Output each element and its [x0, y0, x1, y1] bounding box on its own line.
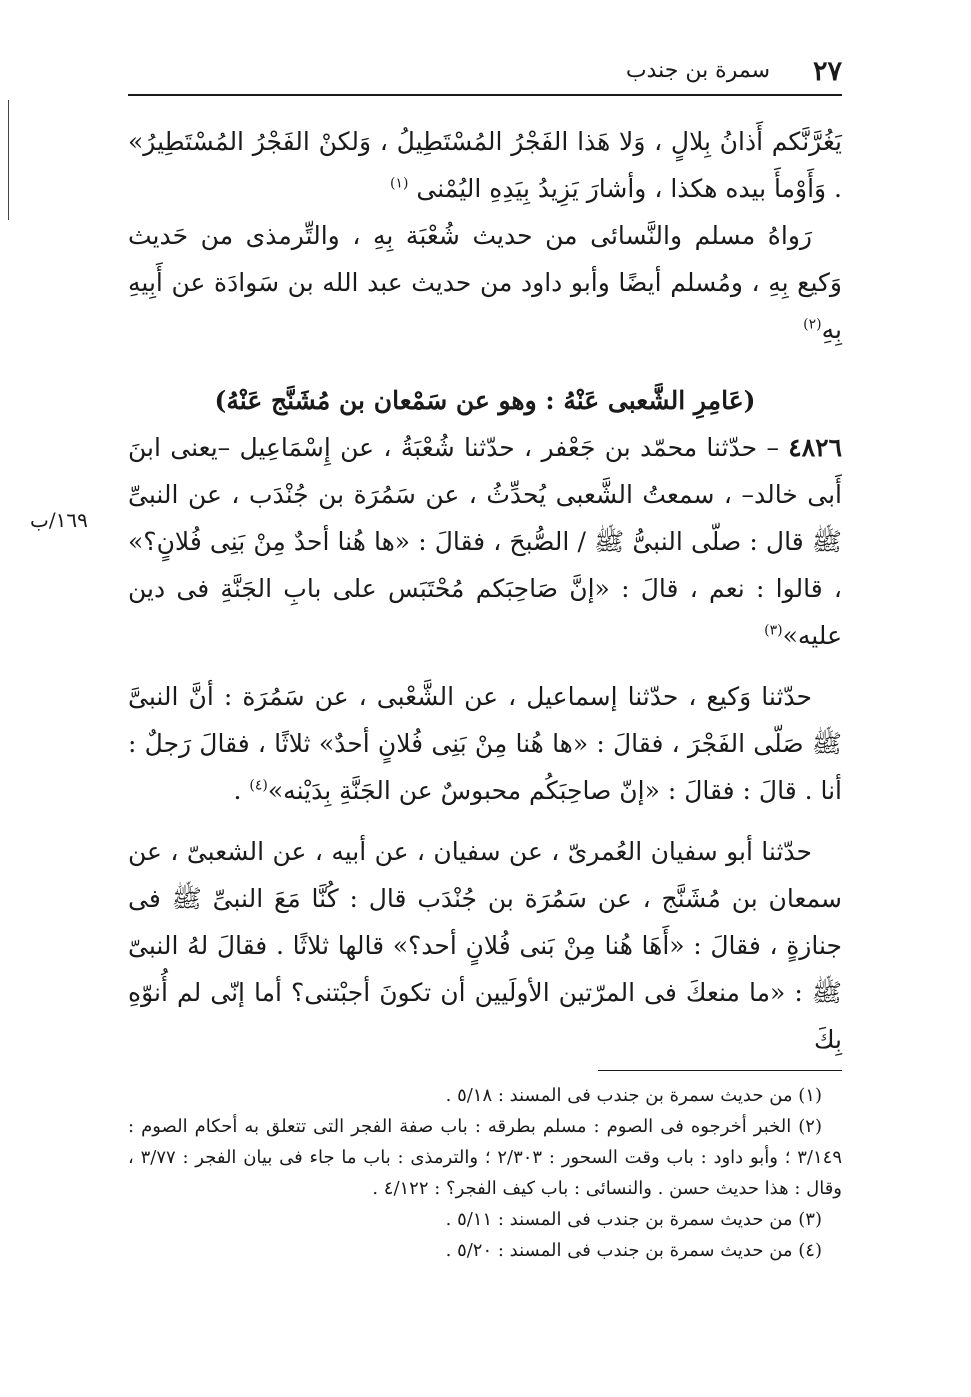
running-title: سمرة بن جندب [625, 58, 770, 83]
footnote-4: (٤) من حديث سمرة بن جندب فى المسند : ٥/٢٠ . [445, 1240, 822, 1261]
footnote-rule [598, 1070, 842, 1071]
hadith-4826-text: – حدّثنا محمّد بن جَعْفر ، حدّثنا شُعْبَةُ ، عن إِسْمَاعِيل –يعنى ابنَ أَبى خالد– ، سمعتُ الشَّعبى يُحدِّثُ ، عن سَمُرَة بن جُنْدَب ، عن النبىِّ ﷺ قال : صلّى النبىُّ ﷺ / الصُّبحَ ، فقالَ : «ها هُنا أحدٌ مِنْ بَنِى فُلانٍ؟» ، قالوا : نعم ، قالَ : «إنَّ صَاحِبَكم مُحْتَبَس على بابِ الجَنَّةِ فى دين عليه» [128, 433, 842, 650]
running-header [128, 52, 842, 92]
left-margin-rule [8, 100, 9, 220]
footnote-1: (١) من حديث سمرة بن جندب فى المسند : ٥/١٨ . [445, 1085, 822, 1106]
page-number: ٢٧ [812, 56, 842, 87]
footnote-ref-4[interactable]: (٤) [249, 777, 268, 794]
paragraph-2 [128, 212, 842, 353]
footnote-ref-3[interactable]: (٣) [764, 622, 783, 639]
footnote-2: (٢) الخبر أخرجوه فى الصوم : مسلم بطرقه : باب صفة الفجر التى تتعلق به أحكام الصوم : ٣/١٤٩ ؛ وأبو داود : باب وقت السحور : ٢/٣٠٣ ؛ والترمذى : باب ما جاء فى بيان الفجر : ٣/٧٧ ، وقال : هذا حديث حسن . والنسائى : باب كيف الفجر؟ : ٤/١٢٢ . [128, 1116, 843, 1199]
paragraph-waki-end: . [233, 776, 250, 805]
footnote-ref-2[interactable]: (٢) [803, 316, 822, 333]
paragraph-waki-text: حدّثنا وَكيع ، حدّثنا إسماعيل ، عن الشَّعْبى ، عن سَمُرَة : أنَّ النبىَّ ﷺ صَلّى الفَجْرَ ، فقالَ : «ها هُنا مِنْ بَنِى فُلانٍ أحدٌ» ثلاثًا ، فقالَ رَجلٌ : أنا . قالَ : فقالَ : «إنّ صاحِبَكُم محبوسٌ عن الجَنَّةِ بِدَيْنه» [128, 682, 842, 805]
paragraph-2-text: رَواهُ مسلم والنَّسائى من حديث شُعْبَة بِهِ ، والتِّرمذى من حَديث وَكيع بِهِ ، ومُسلم أيضًا وأبو داود من حديث عبد الله بن سَوادَة عن أَبِيهِ بِهِ [128, 221, 842, 344]
footnote-ref-1[interactable]: (١) [389, 175, 409, 192]
main-text [128, 118, 842, 1063]
paragraph-1-text: يَغُرَّنَّكم أَذانُ بِلالٍ ، وَلا هَذا الفَجْرُ المُسْتَطِيلُ ، وَلكنْ الفَجْرُ المُسْتَطِيرُ» . وَأَوْمأَ بيده هكذا ، وأشارَ يَزِيدُ بِيَدِهِ اليُمْنى [128, 127, 842, 203]
folio-marginal-note: ١٦٩/ب [30, 508, 88, 532]
paragraph-waki [128, 673, 842, 814]
paragraph-1 [128, 118, 842, 212]
footnote-3: (٣) من حديث سمرة بن جندب فى المسند : ٥/١١ . [445, 1209, 822, 1230]
header-rule [128, 94, 842, 96]
hadith-number: ٤٨٢٦ [788, 433, 842, 462]
footnote-list [128, 1080, 842, 1266]
section-heading: (عَامِرِ الشَّعبى عَنْهُ : وهو عن سَمْعان بن مُشَنَّج عَنْهُ) [214, 386, 756, 415]
paragraph-abu-sufyan: حدّثنا أبو سفيان العُمرىّ ، عن سفيان ، عن أبيه ، عن الشعبىّ ، عن سمعان بن مُشَنَّج ، عن سَمُرَة بن جُنْدَب قال : كُنَّا مَعَ النبىِّ ﷺ فى جنازةٍ ، فقالَ : «أَهَا هُنا مِنْ بَنى فُلانٍ أحد؟» قالها ثلاثًا . فقالَ لهُ النبىّ ﷺ : «ما منعكَ فى المرّتين الأولَيين أن تكونَ أجبْتنى؟ أما إنّى لم أُنوّهِ بِكَ [128, 837, 842, 1054]
hadith-4826 [128, 424, 842, 659]
